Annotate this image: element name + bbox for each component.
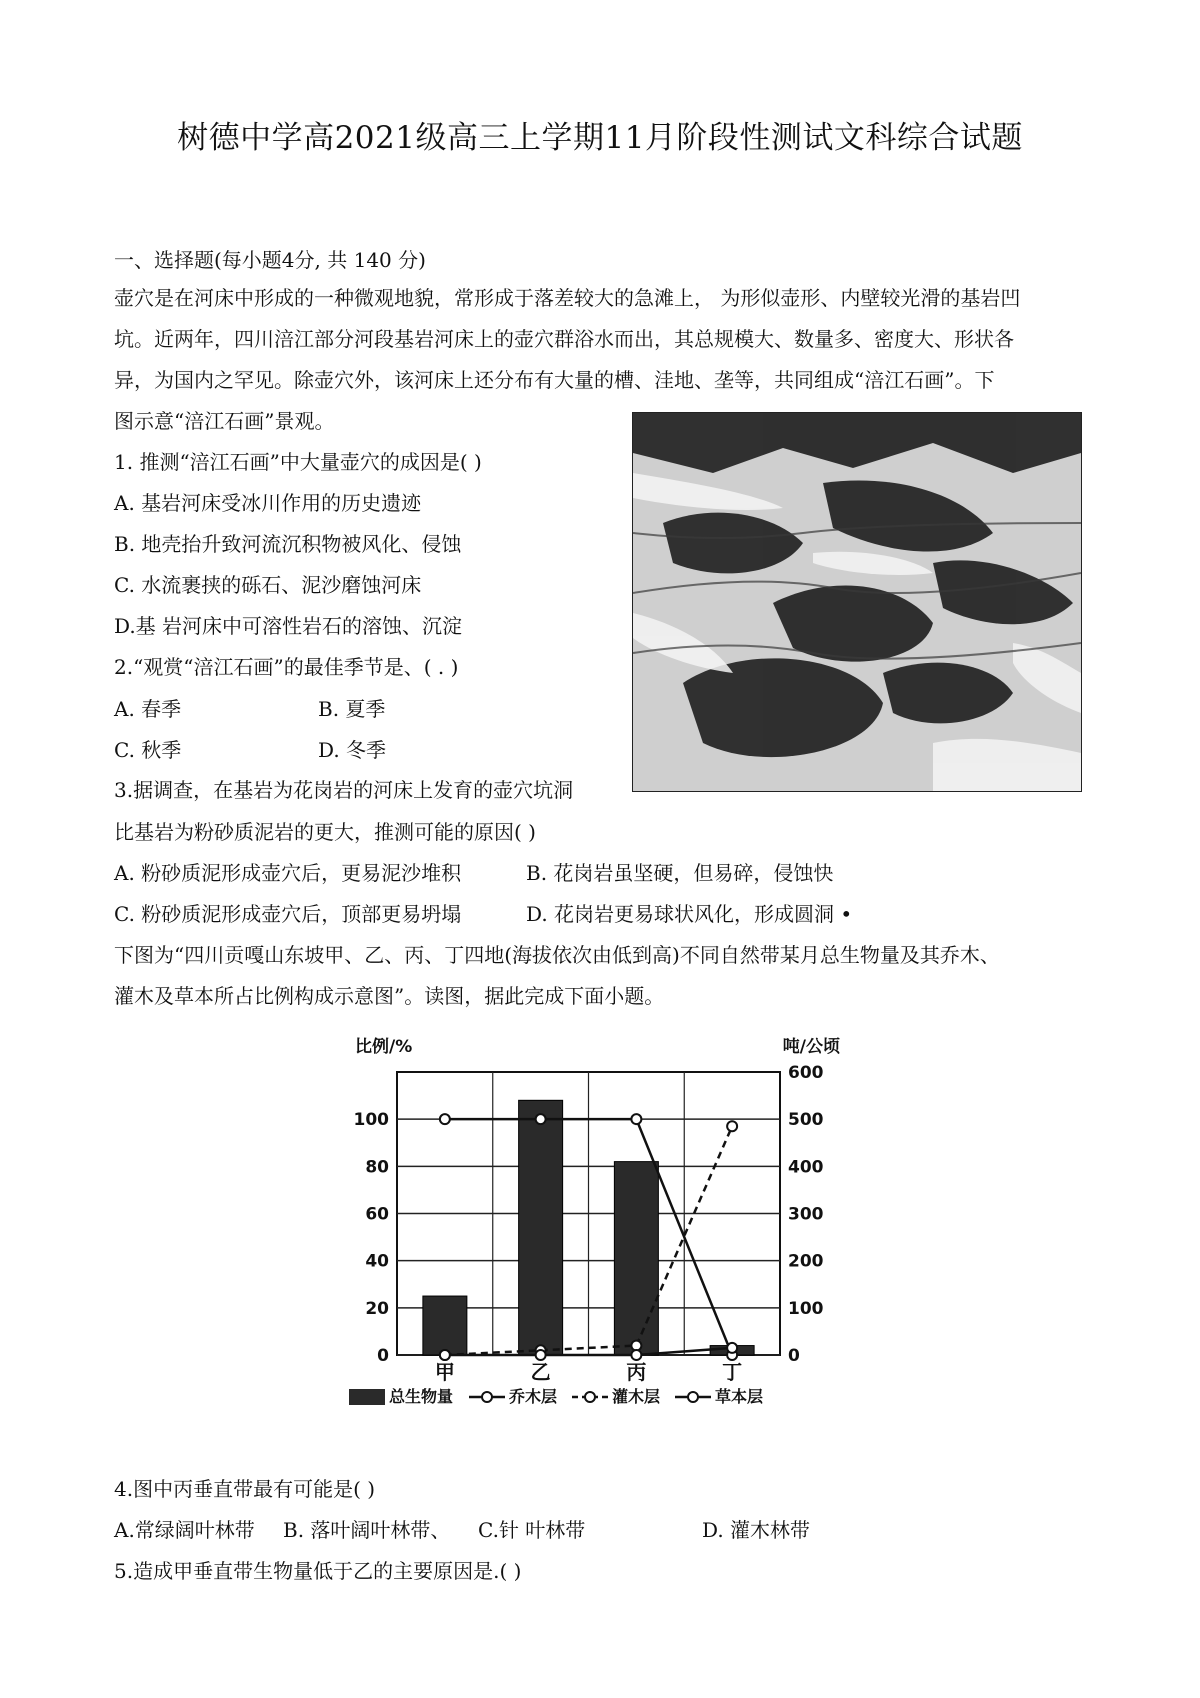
legend-swatch-point: [585, 1392, 595, 1402]
question-5-stem: 5.造成甲垂直带生物量低于乙的主要原因是.( ): [114, 1559, 522, 1583]
question-3-option-c: C. 粉砂质泥形成壶穴后，顶部更易坍塌: [114, 902, 462, 926]
question-2-option-d: D. 冬季: [318, 738, 387, 762]
series-point: [440, 1114, 450, 1124]
right-tick-label: 400: [788, 1157, 824, 1178]
question-2-option-a: A. 春季: [114, 697, 182, 721]
right-tick-label: 300: [788, 1204, 824, 1225]
right-tick-label: 200: [788, 1251, 824, 1272]
left-axis-label: 比例/%: [355, 1037, 413, 1057]
right-tick-label: 500: [788, 1110, 824, 1131]
question-3-option-d: D. 花岗岩更易球状风化，形成圆洞 •: [526, 902, 853, 926]
question-3-option-a: A. 粉砂质泥形成壶穴后，更易泥沙堆积: [114, 861, 462, 885]
biomass-bar: [614, 1162, 658, 1355]
left-tick-label: 0: [377, 1346, 389, 1366]
category-label: 丙: [626, 1360, 647, 1384]
question-2-stem: 2.“观赏“涪江石画”的最佳季节是、( . ): [114, 655, 459, 679]
fujiang-stone-painting-photo: [632, 412, 1082, 792]
series-point: [536, 1114, 546, 1124]
question-1-option-c: C. 水流裹挟的砾石、泥沙磨蚀河床: [114, 573, 422, 597]
chart-intro-line-1: 下图为“四川贡嘎山东坡甲、乙、丙、丁四地(海拔依次由低到高)不同自然带某月总生物量及其乔木、: [114, 943, 1000, 967]
question-1-option-d: D.基 岩河床中可溶性岩石的溶蚀、沉淀: [114, 614, 463, 638]
question-3-stem-line-1: 3.据调查，在基岩为花岗岩的河床上发育的壶穴坑洞: [114, 778, 574, 802]
question-4-stem: 4.图中丙垂直带最有可能是( ): [114, 1477, 376, 1501]
question-4-option-c: C.针 叶林带: [478, 1518, 586, 1542]
series-point: [631, 1350, 641, 1360]
question-1-option-b: B. 地壳抬升致河流沉积物被风化、侵蚀: [114, 532, 462, 556]
page-title: 树德中学高2021级高三上学期11月阶段性测试文科综合试题: [177, 120, 1023, 156]
biomass-bar: [519, 1100, 563, 1355]
legend-label: 乔木层: [509, 1387, 558, 1406]
question-4-option-d: D. 灌木林带: [702, 1518, 811, 1542]
question-4-option-b: B. 落叶阔叶林带、: [283, 1518, 451, 1542]
question-4-option-a: A.常绿阔叶林带: [114, 1518, 255, 1542]
right-tick-label: 600: [788, 1063, 824, 1083]
left-tick-label: 20: [365, 1298, 389, 1319]
chart-intro-line-2: 灌木及草本所占比例构成示意图”。读图，据此完成下面小题。: [114, 984, 665, 1008]
intro-line-4: 图示意“涪江石画”景观。: [114, 409, 335, 433]
question-3-option-b: B. 花岗岩虽坚硬，但易碎，侵蚀快: [526, 861, 834, 885]
legend-swatch-point: [482, 1392, 492, 1402]
intro-line-3: 异，为国内之罕见。除壶穴外，该河床上还分布有大量的槽、洼地、垄等，共同组成“涪江石画”。下: [114, 368, 995, 392]
series-point: [536, 1350, 546, 1360]
category-label: 甲: [434, 1360, 455, 1384]
series-point: [727, 1121, 737, 1131]
right-tick-label: 100: [788, 1298, 824, 1319]
intro-line-2: 坑。近两年，四川涪江部分河段基岩河床上的壶穴群浴水而出，其总规模大、数量多、密度大、形状各: [114, 327, 1014, 351]
vegetation-biomass-chart: [345, 1030, 850, 1420]
question-1-option-a: A. 基岩河床受冰川作用的历史遗迹: [114, 491, 422, 515]
section-heading: 一、选择题(每小题4分, 共 140 分): [114, 248, 426, 272]
biomass-bar: [423, 1296, 467, 1355]
chart-svg: [345, 1030, 850, 1420]
question-2-option-c: C. 秋季: [114, 738, 182, 762]
category-label: 丁: [722, 1360, 743, 1384]
legend-label: 总生物量: [389, 1387, 454, 1406]
legend-label: 灌木层: [612, 1387, 661, 1406]
question-1-stem: 1. 推测“涪江石画”中大量壶穴的成因是( ): [114, 450, 482, 474]
legend-swatch-bar: [349, 1389, 385, 1405]
series-point: [631, 1114, 641, 1124]
question-2-option-b: B. 夏季: [318, 697, 386, 721]
left-tick-label: 60: [365, 1204, 389, 1225]
series-point: [440, 1350, 450, 1360]
left-tick-label: 40: [365, 1251, 389, 1272]
intro-line-1: 壶穴是在河床中形成的一种微观地貌，常形成于落差较大的急滩上， 为形似壶形、内壁较光滑的基岩凹: [114, 286, 1021, 310]
series-point: [727, 1343, 737, 1353]
legend-label: 草本层: [715, 1387, 764, 1406]
left-tick-label: 80: [365, 1157, 389, 1178]
category-label: 乙: [530, 1360, 551, 1384]
right-tick-label: 0: [788, 1346, 800, 1366]
left-tick-label: 100: [353, 1110, 389, 1131]
legend-swatch-point: [688, 1392, 698, 1402]
question-3-stem-line-2: 比基岩为粉砂质泥岩的更大，推测可能的原因( ): [114, 820, 536, 844]
right-axis-label: 吨/公顷: [782, 1037, 840, 1057]
